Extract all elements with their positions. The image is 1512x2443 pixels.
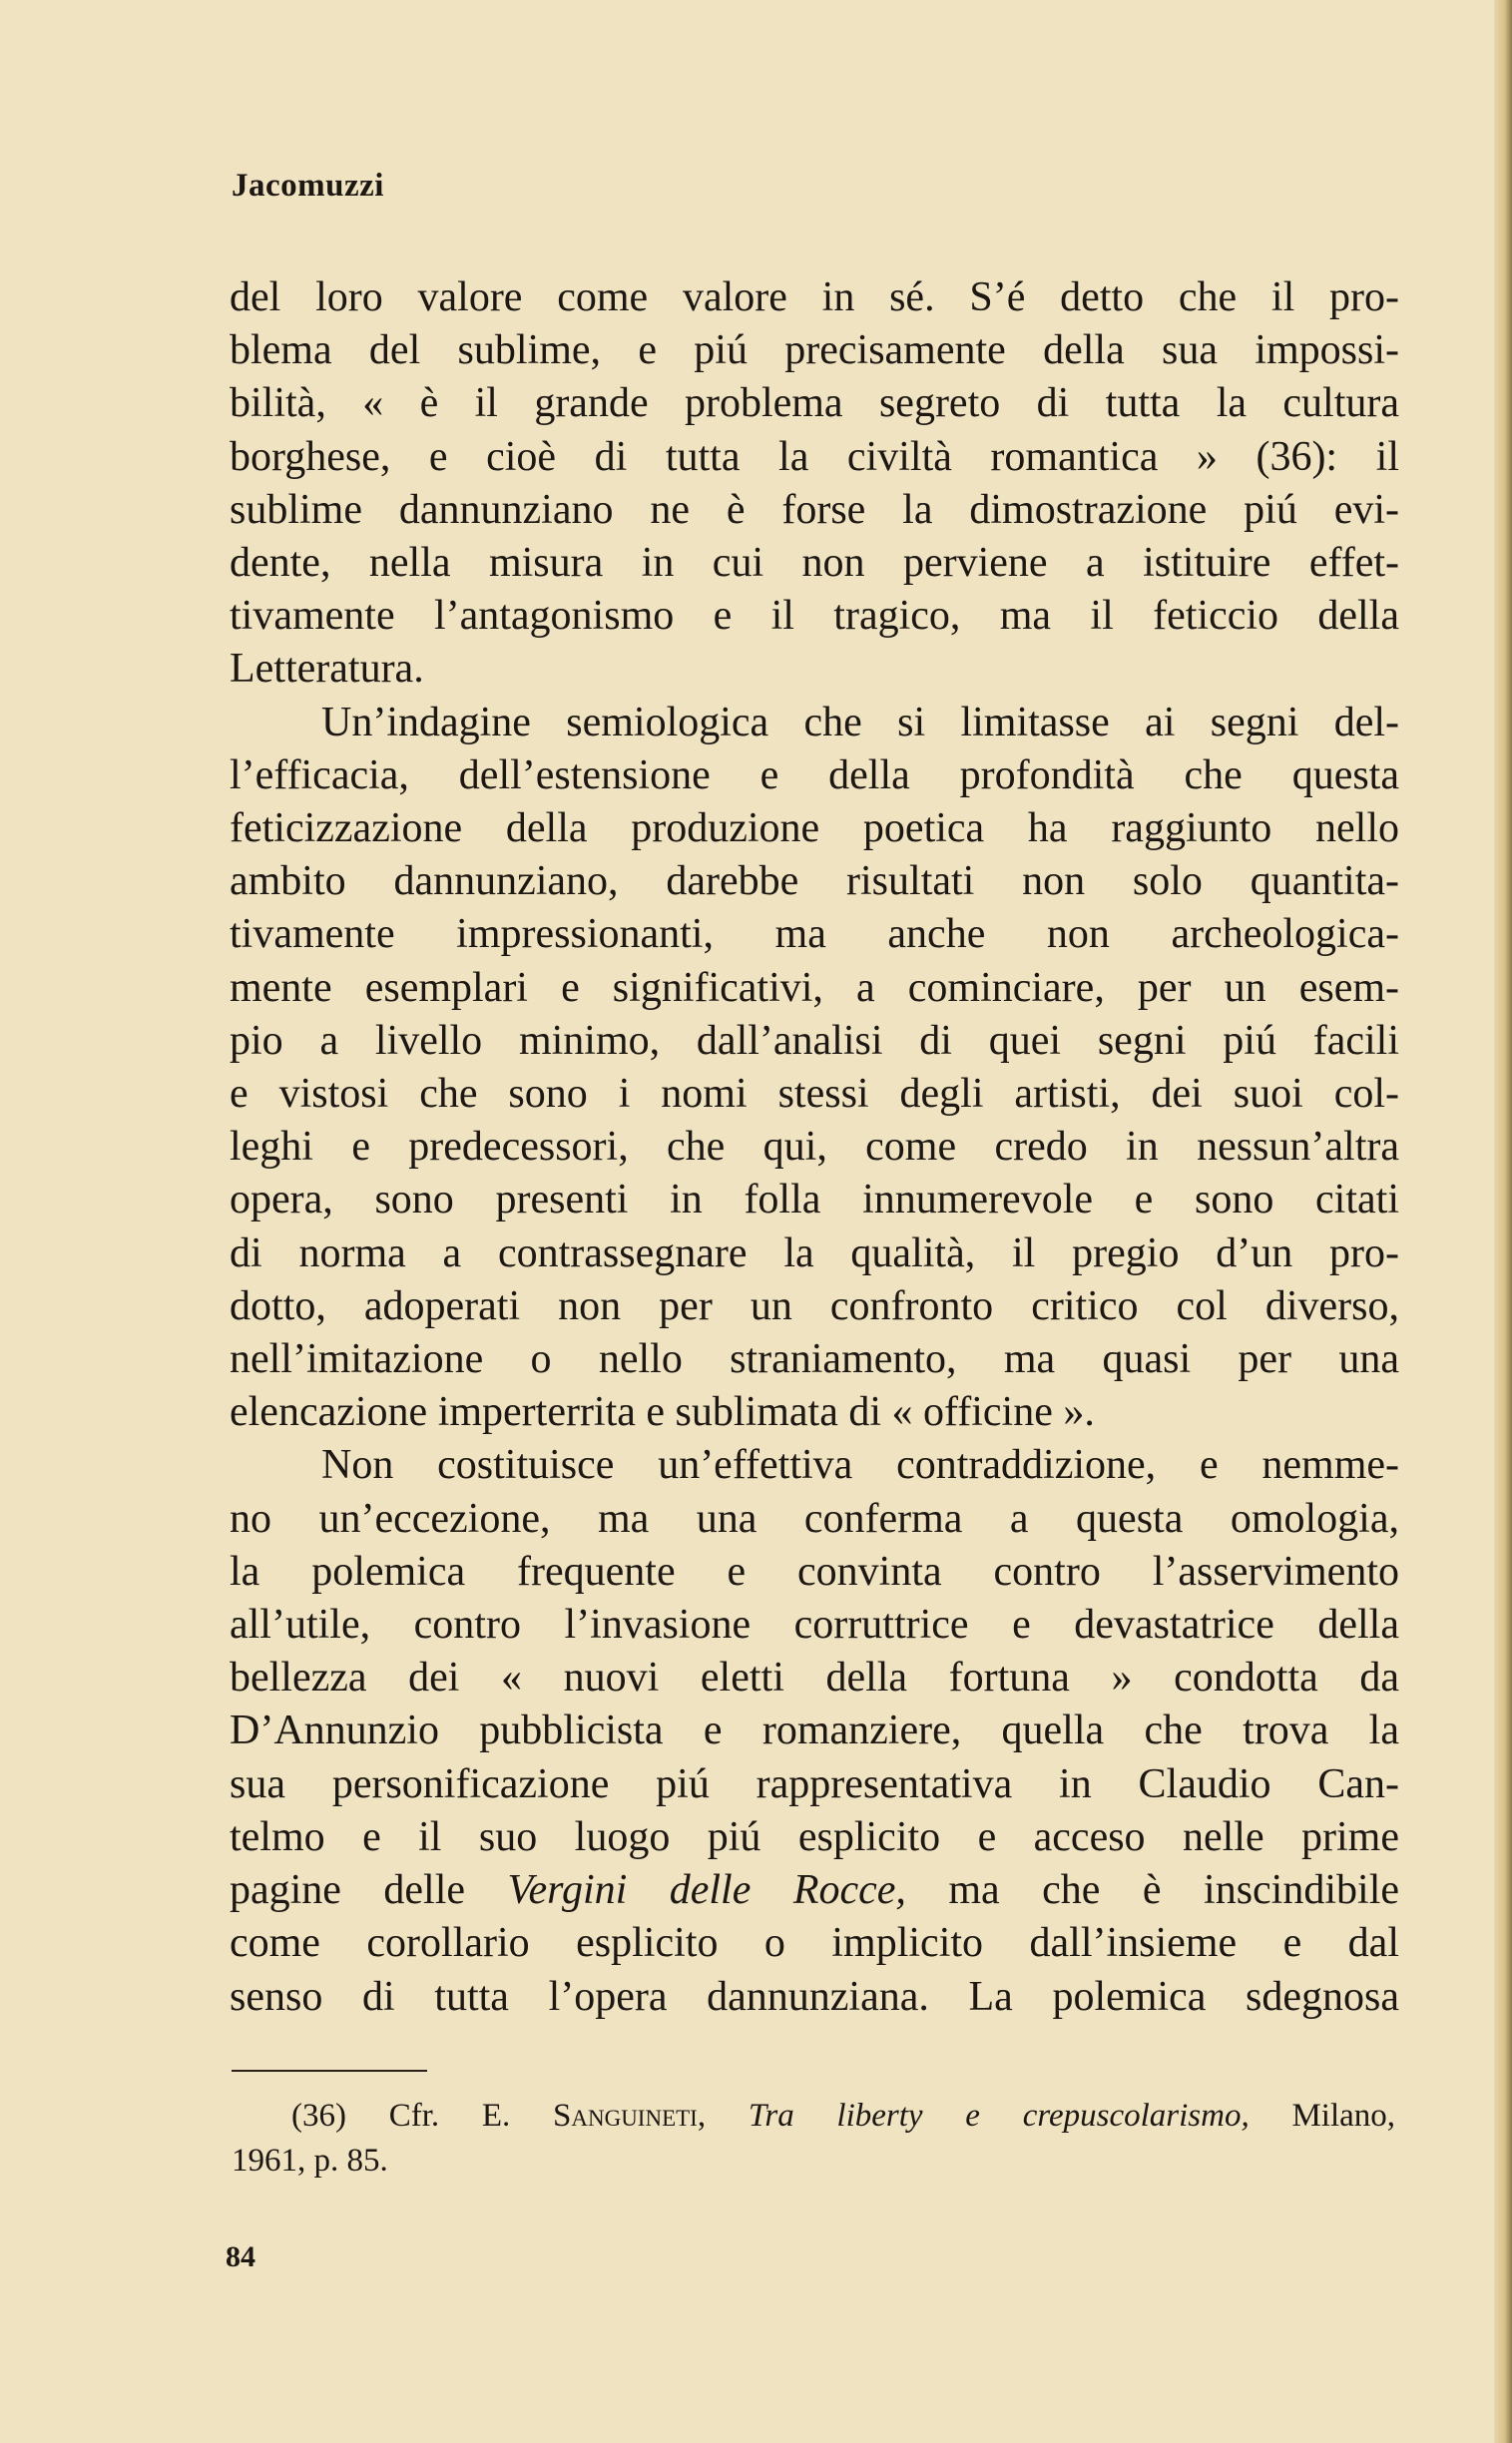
- text-line: dente, nella misura in cui non perviene a istituire effet-: [230, 540, 1399, 587]
- text-line: bilità, « è il grande problema segreto di tutta la cultura: [230, 380, 1399, 427]
- page-number: 84: [226, 2240, 255, 2273]
- text-line: tivamente l’antagonismo e il tragico, ma il feticcio della: [230, 593, 1399, 640]
- text-line: del loro valore come valore in sé. S’é detto che il pro-: [230, 274, 1399, 320]
- text-line: mente esemplari e significativi, a cominciare, per un esem-: [230, 964, 1399, 1011]
- paragraph-start-line: Non costituisce un’effettiva contraddizione, e nemme-: [321, 1442, 1399, 1489]
- text-line: elencazione imperterrita e sublimata di « officine ».: [230, 1389, 1095, 1436]
- text-line: di norma a contrassegnare la qualità, il pregio d’un pro-: [230, 1229, 1399, 1276]
- text-line: la polemica frequente e convinta contro l’asservimento: [230, 1548, 1399, 1595]
- paragraph-start-line: Un’indagine semiologica che si limitasse ai segni del-: [321, 699, 1399, 745]
- text-line: opera, sono presenti in folla innumerevole e sono citati: [230, 1177, 1399, 1223]
- text-segment: pagine delle: [230, 1867, 466, 1914]
- text-line: no un’eccezione, ma una conferma a questa omologia,: [230, 1495, 1399, 1542]
- text-line: Letteratura.: [230, 646, 424, 693]
- footnote-title: Tra liberty e crepuscolarismo,: [748, 2098, 1250, 2134]
- text-line: feticizzazione della produzione poetica ha raggiunto nello: [230, 805, 1399, 852]
- text-line-with-title: [230, 1864, 1399, 1917]
- footnote-place: Milano,: [1291, 2098, 1396, 2134]
- text-line: all’utile, contro l’invasione corruttrice e devastatrice della: [230, 1602, 1399, 1649]
- footnote-rule: [232, 2070, 427, 2072]
- page-edge: [1494, 0, 1512, 2443]
- text-line: pio a livello minimo, dall’analisi di quei segni piú facili: [230, 1017, 1399, 1064]
- body-text: [230, 271, 1399, 2024]
- footnote-author: Sanguineti,: [553, 2098, 707, 2134]
- book-title: Vergini delle Rocce,: [507, 1867, 906, 1914]
- text-line: borghese, e cioè di tutta la civiltà romantica » (36): il: [230, 433, 1399, 480]
- text-line: nell’imitazione o nello straniamento, ma quasi per una: [230, 1336, 1399, 1383]
- text-line: telmo e il suo luogo piú esplicito e acceso nelle prime: [230, 1813, 1399, 1860]
- text-segment: ma che è inscindibile: [948, 1867, 1399, 1914]
- text-line: come corollario esplicito o implicito dall’insieme e dal: [230, 1920, 1399, 1967]
- text-line: leghi e predecessori, che qui, come credo in nessun’altra: [230, 1124, 1399, 1171]
- text-line: D’Annunzio pubblicista e romanziere, quella che trova la: [230, 1708, 1399, 1754]
- text-line: senso di tutta l’opera dannunziana. La polemica sdegnosa: [230, 1973, 1399, 2020]
- text-line: ambito dannunziano, darebbe risultati non solo quantita-: [230, 858, 1399, 905]
- text-line: sua personificazione piú rappresentativa in Claudio Can-: [230, 1760, 1399, 1807]
- footnote-line: 1961, p. 85.: [232, 2143, 388, 2179]
- running-head: Jacomuzzi: [232, 168, 384, 204]
- text-line: tivamente impressionanti, ma anche non archeologica-: [230, 911, 1399, 958]
- text-line: dotto, adoperati non per un confronto critico col diverso,: [230, 1282, 1399, 1329]
- text-line: bellezza dei « nuovi eletti della fortuna » condotta da: [230, 1655, 1399, 1702]
- footnote-line: [232, 2094, 1395, 2139]
- text-line: l’efficacia, dell’estensione e della profondità che questa: [230, 751, 1399, 798]
- text-line: blema del sublime, e piú precisamente della sua impossi-: [230, 327, 1399, 374]
- text-line: e vistosi che sono i nomi stessi degli artisti, dei suoi col-: [230, 1071, 1399, 1118]
- footnote-prefix: (36) Cfr. E.: [291, 2098, 511, 2134]
- footnote: [232, 2094, 1395, 2184]
- text-line: sublime dannunziano ne è forse la dimostrazione piú evi-: [230, 486, 1399, 533]
